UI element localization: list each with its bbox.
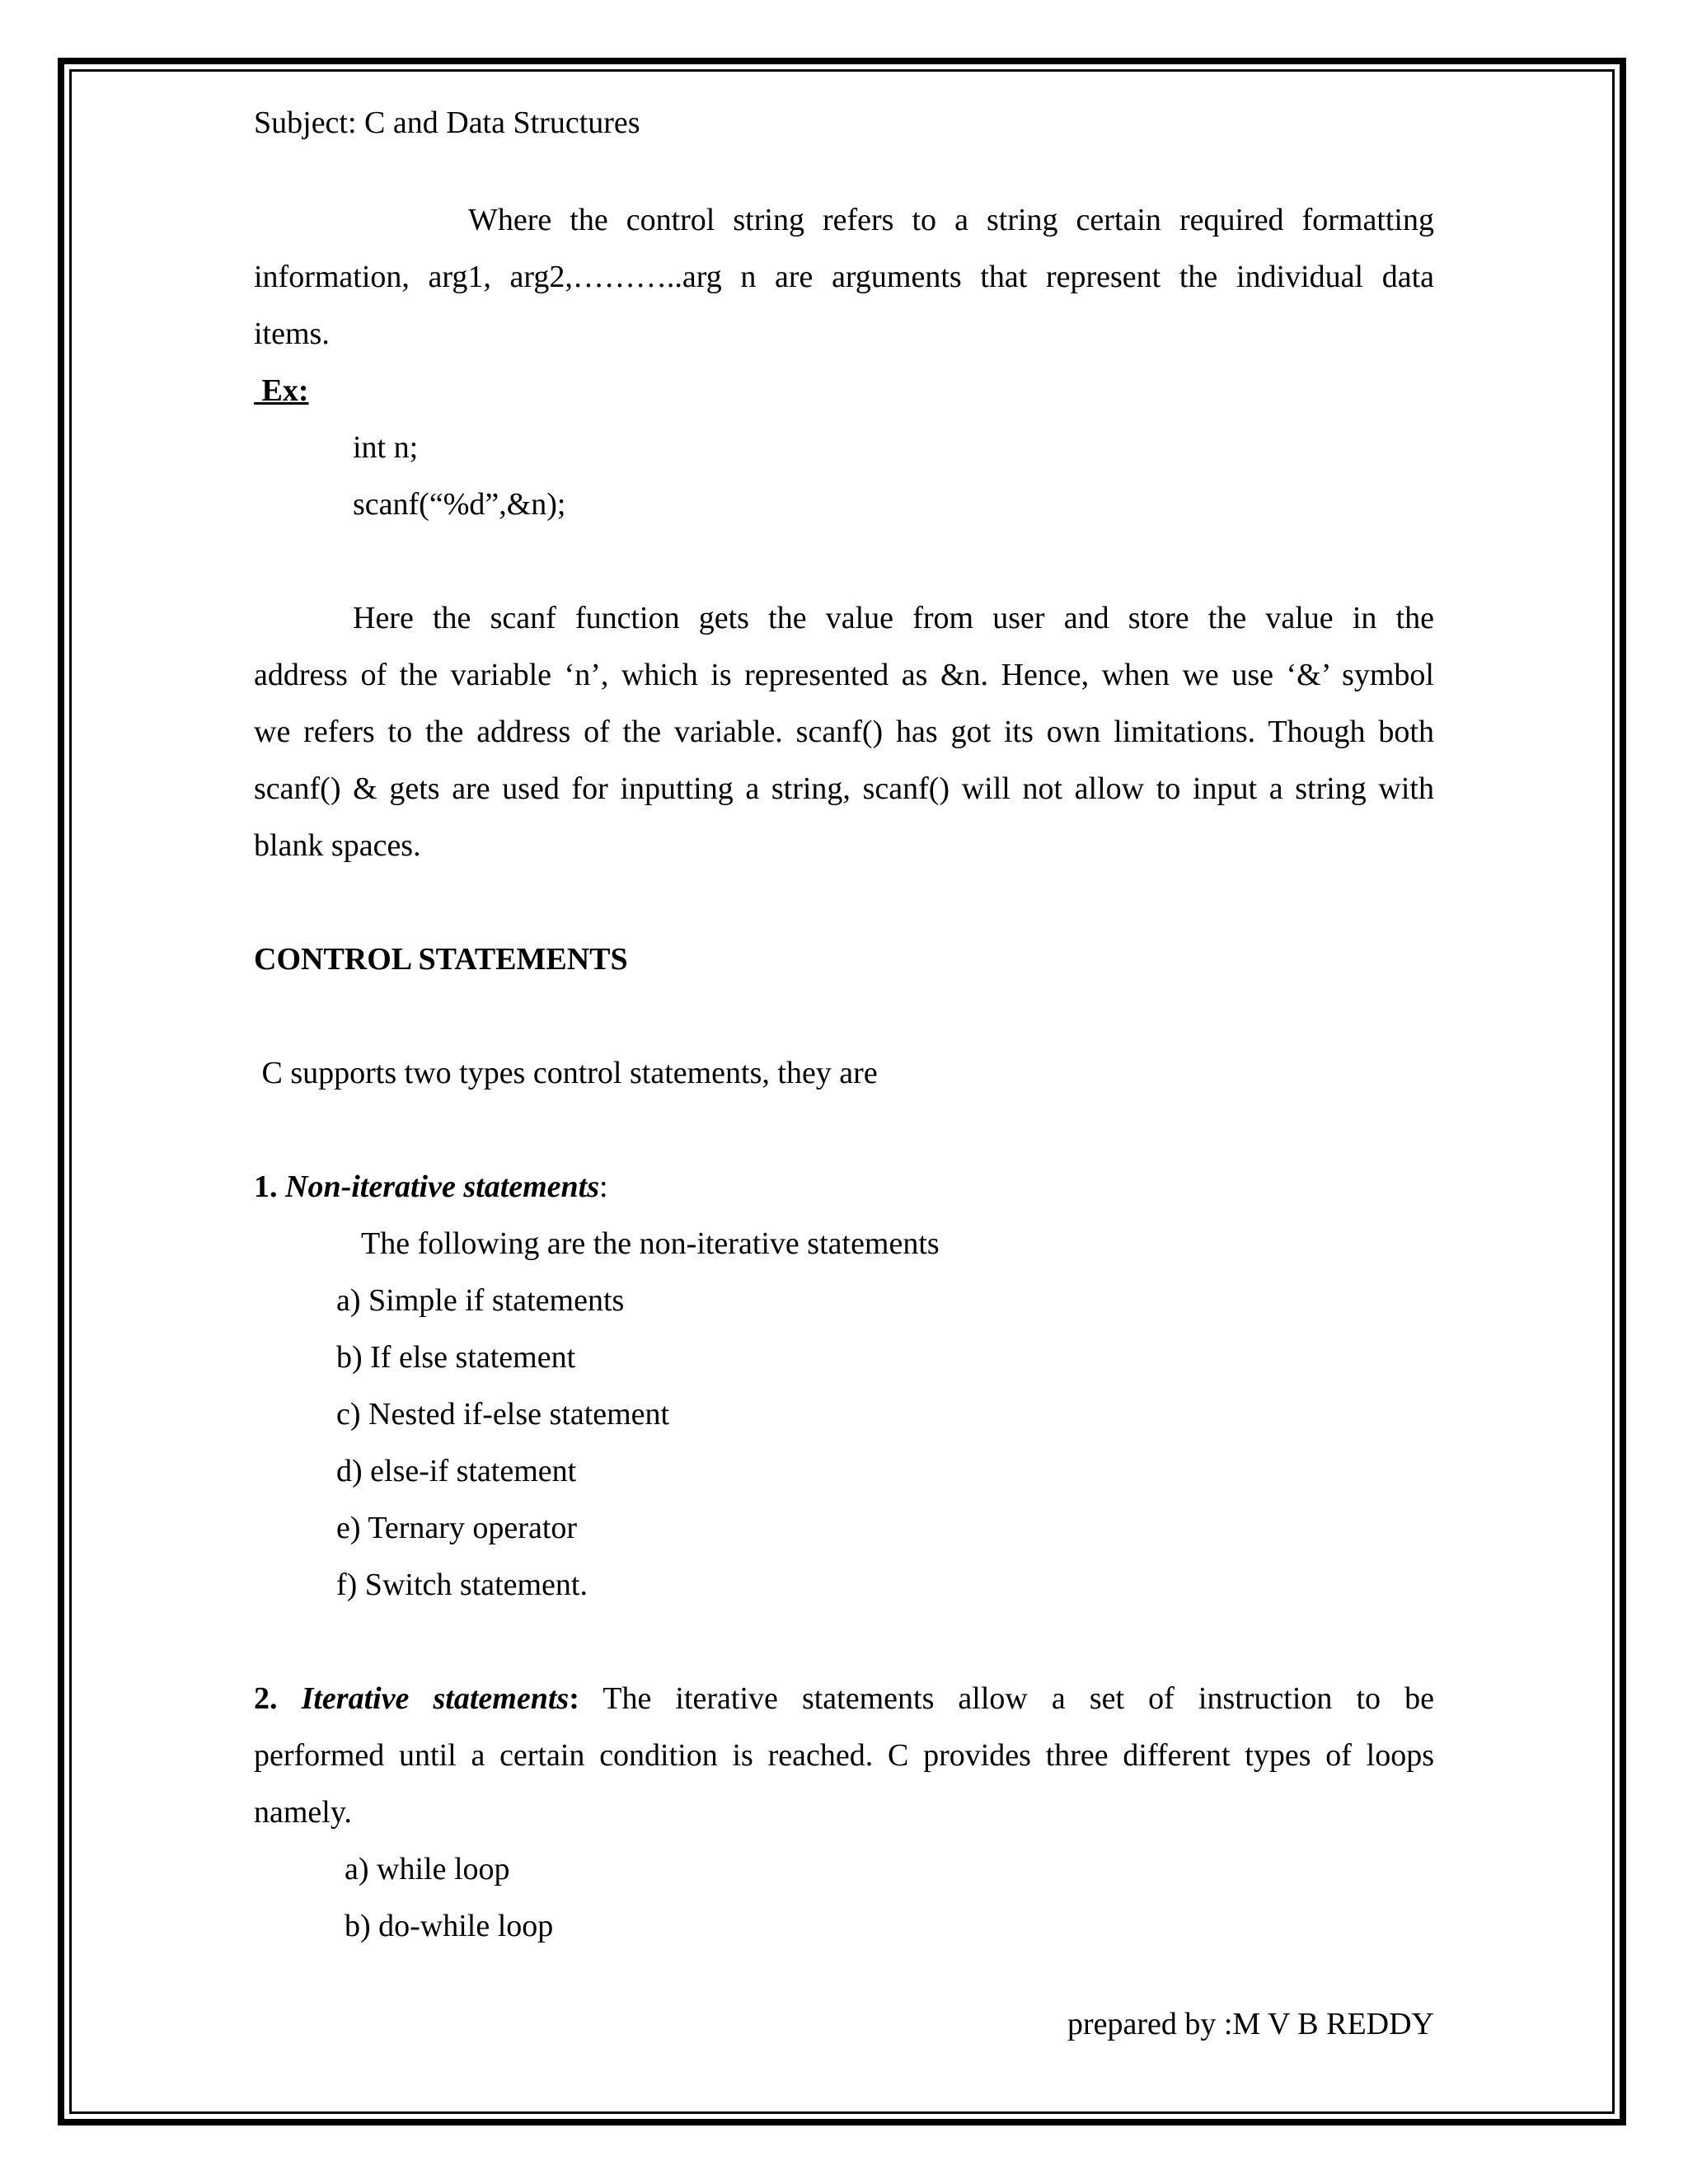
non-iterative-number: 1.: [254, 1169, 285, 1204]
footer-prepared-by: prepared by :M V B REDDY: [1067, 2007, 1434, 2041]
para2-line3: we refers to the address of the variable. scanf() has got its own limitations. Though both: [254, 715, 1434, 749]
para2-line5: blank spaces.: [254, 828, 421, 863]
iterative-line1-rest: The iterative statements allow a set of instruction to be: [579, 1681, 1434, 1716]
para2-line2: address of the variable ‘n’, which is represented as &n. Hence, when we use ‘&’ symbol: [254, 658, 1434, 692]
iterative-title: Iterative statements: [301, 1681, 570, 1716]
non-iterative-colon: :: [599, 1169, 608, 1204]
code-line-2: scanf(“%d”,&n);: [353, 487, 566, 522]
para2-line1: Here the scanf function gets the value from user and store the value in the: [353, 601, 1434, 635]
list-item: a) while loop: [345, 1852, 510, 1886]
non-iterative-title: Non-iterative statements: [285, 1169, 600, 1204]
iterative-line3: namely.: [254, 1795, 352, 1830]
list-item: f) Switch statement.: [336, 1568, 588, 1602]
subject-header: Subject: C and Data Structures: [254, 105, 640, 140]
non-iterative-intro: The following are the non-iterative statements: [361, 1226, 940, 1261]
para1-line1: Where the control string refers to a string certain required formatting: [468, 203, 1434, 237]
para1-line3: items.: [254, 316, 330, 351]
para2-line4: scanf() & gets are used for inputting a string, scanf() will not allow to input a string with: [254, 771, 1434, 806]
list-item: e) Ternary operator: [336, 1511, 578, 1545]
iterative-line1: [254, 1680, 1434, 1717]
list-item: b) do-while loop: [345, 1909, 554, 1943]
section-heading: CONTROL STATEMENTS: [254, 942, 628, 977]
para1-line2: information, arg1, arg2,………..arg n are arguments that represent the individual data: [254, 260, 1434, 294]
iterative-colon: :: [569, 1681, 579, 1716]
iterative-number: 2.: [254, 1681, 302, 1716]
code-line-1: int n;: [353, 430, 419, 465]
list-item: a) Simple if statements: [336, 1283, 625, 1318]
list-item: b) If else statement: [336, 1340, 576, 1375]
list-item: d) else-if statement: [336, 1454, 577, 1488]
iterative-line2: performed until a certain condition is reached. C provides three different types of loops: [254, 1738, 1434, 1773]
example-label: Ex:: [254, 373, 309, 408]
non-iterative-heading: [254, 1169, 608, 1205]
section-intro: C supports two types control statements, they are: [254, 1056, 878, 1090]
list-item: c) Nested if-else statement: [336, 1397, 670, 1432]
